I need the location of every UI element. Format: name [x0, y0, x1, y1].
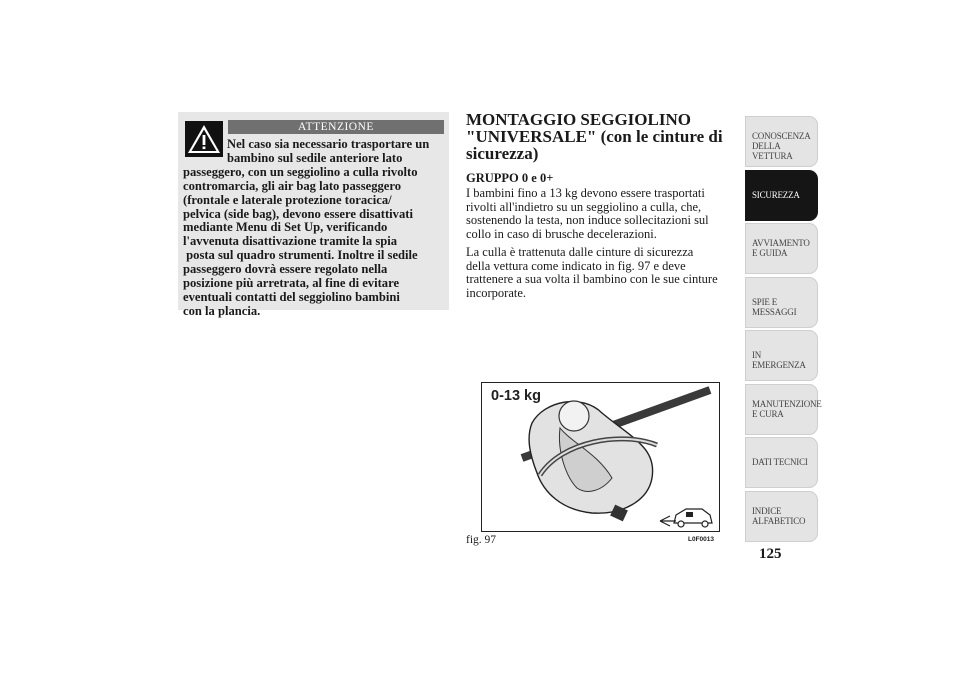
paragraph-line: incorporate. [466, 285, 527, 300]
paragraph-line: rivolti all'indietro su un seggiolino a culla, che, [466, 199, 702, 214]
warning-box [178, 112, 449, 318]
figure-child-seat [481, 382, 720, 532]
tab-in-emergenza[interactable] [745, 330, 818, 381]
warning-line: posizione più arretrata, al fine di evitare [183, 276, 400, 291]
tab-label: SICUREZZA [752, 189, 800, 200]
tab-conoscenza-della-vettura[interactable] [745, 116, 818, 167]
warning-line: l'avvenuta disattivazione tramite la spia [183, 234, 398, 249]
tab-spie-e-messaggi[interactable] [745, 277, 818, 328]
warning-line: (frontale e laterale protezione toracica/ [183, 192, 392, 207]
tab-label: IN EMERGENZA [752, 350, 806, 370]
warning-line: con la plancia. [183, 303, 261, 318]
figure-caption: fig. 97 [466, 534, 497, 546]
paragraph-1 [466, 187, 756, 241]
paragraph-2 [466, 246, 756, 300]
title-line: MONTAGGIO SEGGIOLINO [466, 110, 691, 129]
title-line: sicurezza) [466, 144, 539, 163]
warning-line: pelvica (side bag), devono essere disattivati [183, 206, 413, 221]
warning-line: contromarcia, gli air bag lato passeggero [183, 178, 402, 193]
paragraph-line: I bambini fino a 13 kg devono essere trasportati [466, 186, 705, 200]
warning-heading: ATTENZIONE [228, 120, 444, 134]
paragraph-line: sostenendo la testa, non induce sollecitazioni sul [466, 213, 709, 227]
tab-avviamento-e-guida[interactable] [745, 223, 818, 274]
warning-line: Nel caso sia necessario trasportare un [227, 137, 430, 151]
paragraph-line: della vettura come indicato in fig. 97 e deve [466, 258, 686, 273]
figure-weight-label: 0-13 kg [491, 388, 541, 404]
section-title [466, 111, 756, 162]
figure-code: L0F0013 [688, 536, 715, 543]
warning-line: posta sul quadro strumenti. Inoltre il sedile [183, 248, 418, 263]
chapter-tabs [745, 116, 822, 544]
paragraph-line: La culla è trattenuta dalle cinture di sicurezza [466, 245, 694, 259]
warning-text [183, 138, 447, 319]
tab-dati-tecnici[interactable] [745, 437, 818, 488]
paragraph-line: collo in caso di brusche decelerazioni. [466, 226, 657, 241]
tab-label: DATI TECNICI [752, 457, 808, 467]
tab-label: SPIE E MESSAGGI [752, 296, 797, 317]
warning-line: bambino sul sedile anteriore lato [227, 150, 403, 165]
title-line: "UNIVERSALE" (con le cinture di [466, 127, 723, 146]
warning-line: passeggero dovrà essere regolato nella [183, 262, 388, 277]
tab-label: MANUTENZIONE E CURA [752, 398, 822, 419]
warning-line: mediante Menu di Set Up, verificando [183, 220, 388, 235]
warning-line: passeggero, con un seggiolino a culla rivolto [183, 164, 418, 179]
tab-label: CONOSCENZA DELLA VETTURA [752, 131, 811, 161]
child-seat-illustration [482, 383, 719, 531]
tab-label: AVVIAMENTO E GUIDA [752, 238, 810, 258]
tab-sicurezza[interactable] [745, 170, 818, 221]
tab-label: INDICE ALFABETICO [752, 505, 806, 526]
page-number: 125 [759, 546, 782, 562]
tab-indice-alfabetico[interactable] [745, 491, 818, 542]
warning-line: eventuali contatti del seggiolino bambini [183, 289, 400, 304]
tab-manutenzione-e-cura[interactable] [745, 384, 822, 435]
section-subtitle: GRUPPO 0 e 0+ [466, 171, 554, 185]
paragraph-line: trattenere a sua volta il bambino con le sue cinture [466, 272, 718, 286]
